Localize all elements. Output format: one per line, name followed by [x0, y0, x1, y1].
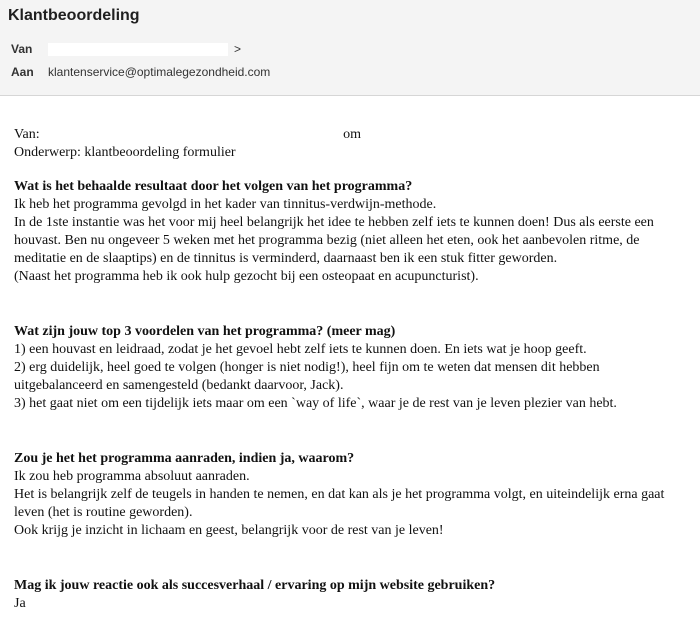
to-label: Aan [11, 65, 34, 79]
question-heading: Wat is het behaalde resultaat door het volgen van het programma? [14, 179, 413, 194]
answer-line: houvast. Ben nu ongeveer 5 weken met het programma bezig (niet alleen het eten, ook het aanbevolen ritme, de [14, 233, 640, 248]
answer-line: In de 1ste instantie was het voor mij heel belangrijk het idee te hebben zelf iets te kunnen doen! Dus als eerste een [14, 215, 654, 230]
to-address[interactable]: klantenservice@optimalegezondheid.com [48, 65, 271, 79]
answer-line: 2) erg duidelijk, heel goed te volgen (honger is niet nodig!), heel fijn om te weten dat mensen dit hebben [14, 360, 600, 375]
body-from-line [14, 126, 694, 144]
from-label: Van [11, 42, 33, 56]
body-subject-line: Onderwerp: klantbeoordeling formulier [14, 145, 236, 160]
body-from-prefix: Van: [14, 127, 44, 142]
email-subject: Klantbeoordeling [8, 7, 140, 24]
answer-line: meditatie en de slaaptips) en de tinnitus is verminderd, daarnaast ben ik een stuk fitter geworden. [14, 251, 558, 266]
answer-line: leven (het is routine geworden). [14, 505, 193, 520]
question-heading: Wat zijn jouw top 3 voordelen van het programma? (meer mag) [14, 324, 396, 339]
answer-line: 3) het gaat niet om een tijdelijk iets maar om een `way of life`, waar je de rest van je leven plezier van hebt. [14, 396, 617, 411]
section-recommend [14, 450, 694, 540]
section-result [14, 178, 694, 286]
email-header [0, 0, 700, 96]
answer-line: Het is belangrijk zelf de teugels in handen te nemen, en dat kan als je het programma volgt, en uiteindelijk erna gaat [14, 487, 665, 502]
question-heading: Zou je het het programma aanraden, indien ja, waarom? [14, 451, 355, 466]
answer-line: uitgebalanceerd en samengesteld (bedankt daarvoor, Jack). [14, 378, 344, 393]
from-address[interactable] [48, 42, 241, 56]
body-from-suffix: om [343, 127, 362, 142]
question-heading: Mag ik jouw reactie ook als succesverhaal / ervaring op mijn website gebruiken? [14, 578, 496, 593]
answer-line: Ook krijg je inzicht in lichaam en geest, belangrijk voor de rest van je leven! [14, 523, 444, 538]
answer-line: Ik zou heb programma absoluut aanraden. [14, 469, 250, 484]
email-body [14, 126, 694, 613]
answer-line: Ik heb het programma gevolgd in het kader van tinnitus-verdwijn-methode. [14, 197, 437, 212]
redacted-email [43, 129, 343, 141]
answer-line: (Naast het programma heb ik ook hulp gezocht bij een osteopaat en acupuncturist). [14, 269, 479, 284]
section-permission [14, 577, 694, 613]
answer-line: 1) een houvast en leidraad, zodat je het gevoel hebt zelf iets te kunnen doen. En iets wat je hoop geeft. [14, 342, 587, 357]
redacted-sender [48, 43, 228, 56]
section-benefits [14, 323, 694, 413]
from-address-text: > [234, 42, 242, 56]
answer-line: Ja [14, 596, 26, 611]
